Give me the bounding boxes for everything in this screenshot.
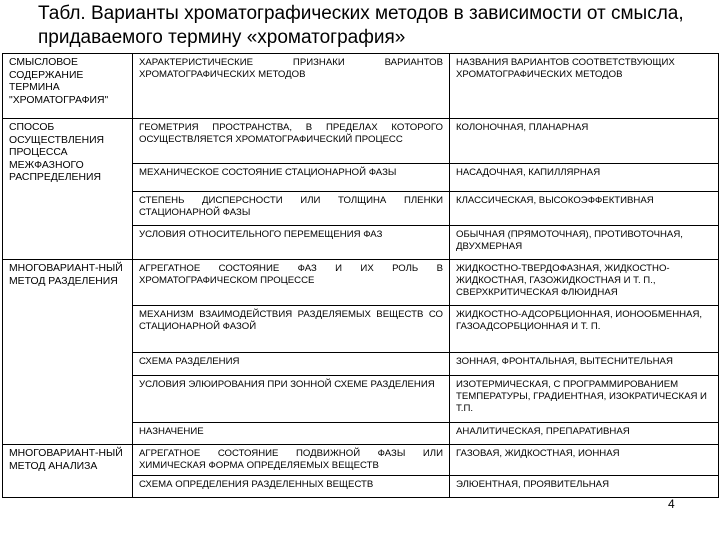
names-cell: КОЛОНОЧНАЯ, ПЛАНАРНАЯ	[450, 119, 719, 164]
feature-cell: НАЗНАЧЕНИЕ	[133, 423, 450, 445]
table-row	[3, 260, 719, 306]
header-row	[3, 54, 719, 119]
names-cell: НАСАДОЧНАЯ, КАПИЛЛЯРНАЯ	[450, 164, 719, 192]
methods-table	[2, 53, 719, 498]
names-cell: ИЗОТЕРМИЧЕСКАЯ, С ПРОГРАММИРОВАНИЕМ ТЕМПЕРАТУРЫ, ГРАДИЕНТНАЯ, ИЗОКРАТИЧЕСКАЯ И Т.П.	[450, 376, 719, 423]
names-cell: АНАЛИТИЧЕСКАЯ, ПРЕПАРАТИВНАЯ	[450, 423, 719, 445]
header-names: НАЗВАНИЯ ВАРИАНТОВ СООТВЕТСТВУЮЩИХ ХРОМАТОГРАФИЧЕСКИХ МЕТОДОВ	[450, 54, 719, 119]
feature-cell: СТЕПЕНЬ ДИСПЕРСНОСТИ ИЛИ ТОЛЩИНА ПЛЕНКИ СТАЦИОНАРНОЙ ФАЗЫ	[133, 192, 450, 226]
names-cell: ЗОННАЯ, ФРОНТАЛЬНАЯ, ВЫТЕСНИТЕЛЬНАЯ	[450, 353, 719, 376]
feature-cell: СХЕМА РАЗДЕЛЕНИЯ	[133, 353, 450, 376]
page-number: 4	[668, 497, 675, 511]
feature-cell: МЕХАНИЗМ ВЗАИМОДЕЙСТВИЯ РАЗДЕЛЯЕМЫХ ВЕЩЕСТВ СО СТАЦИОНАРНОЙ ФАЗОЙ	[133, 306, 450, 353]
feature-cell: ГЕОМЕТРИЯ ПРОСТРАНСТВА, В ПРЕДЕЛАХ КОТОРОГО ОСУЩЕСТВЛЯЕТСЯ ХРОМАТОГРАФИЧЕСКИЙ ПРОЦЕСС	[133, 119, 450, 164]
feature-cell: АГРЕГАТНОЕ СОСТОЯНИЕ ПОДВИЖНОЙ ФАЗЫ ИЛИ ХИМИЧЕСКАЯ ФОРМА ОПРЕДЕЛЯЕМЫХ ВЕЩЕСТВ	[133, 445, 450, 476]
names-cell: ОБЫЧНАЯ (ПРЯМОТОЧНАЯ), ПРОТИВОТОЧНАЯ, ДВУХМЕРНАЯ	[450, 226, 719, 260]
names-cell: ЭЛЮЕНТНАЯ, ПРОЯВИТЕЛЬНАЯ	[450, 476, 719, 498]
names-cell: КЛАССИЧЕСКАЯ, ВЫСОКОЭФФЕКТИВНАЯ	[450, 192, 719, 226]
table-row	[3, 445, 719, 476]
feature-cell: УСЛОВИЯ ОТНОСИТЕЛЬНОГО ПЕРЕМЕЩЕНИЯ ФАЗ	[133, 226, 450, 260]
names-cell: ЖИДКОСТНО-ТВЕРДОФАЗНАЯ, ЖИДКОСТНО-ЖИДКОСТНАЯ, ГАЗОЖИДКОСТНАЯ И Т. П., СВЕРХКРИТИЧЕСКАЯ ФЛЮИДНАЯ	[450, 260, 719, 306]
meaning-cell: МНОГОВАРИАНТ-НЫЙ МЕТОД РАЗДЕЛЕНИЯ	[3, 260, 133, 445]
meaning-cell: СПОСОБ ОСУЩЕСТВЛЕНИЯ ПРОЦЕССА МЕЖФАЗНОГО РАСПРЕДЕЛЕНИЯ	[3, 119, 133, 260]
names-cell: ЖИДКОСТНО-АДСОРБЦИОННАЯ, ИОНООБМЕННАЯ, ГАЗОАДСОРБЦИОННАЯ И Т. П.	[450, 306, 719, 353]
header-features: ХАРАКТЕРИСТИЧЕСКИЕ ПРИЗНАКИ ВАРИАНТОВ ХРОМАТОГРАФИЧЕСКИХ МЕТОДОВ	[133, 54, 450, 119]
table-row	[3, 119, 719, 164]
meaning-cell: МНОГОВАРИАНТ-НЫЙ МЕТОД АНАЛИЗА	[3, 445, 133, 498]
feature-cell: АГРЕГАТНОЕ СОСТОЯНИЕ ФАЗ И ИХ РОЛЬ В ХРОМАТОГРАФИЧЕСКОМ ПРОЦЕССЕ	[133, 260, 450, 306]
page-title: Табл. Варианты хроматографических методов в зависимости от смысла, придаваемого термину «хроматография»	[38, 3, 684, 48]
header-meaning: СМЫСЛОВОЕ СОДЕРЖАНИЕ ТЕРМИНА "ХРОМАТОГРАФИЯ"	[3, 54, 133, 119]
names-cell: ГАЗОВАЯ, ЖИДКОСТНАЯ, ИОННАЯ	[450, 445, 719, 476]
feature-cell: СХЕМА ОПРЕДЕЛЕНИЯ РАЗДЕЛЕННЫХ ВЕЩЕСТВ	[133, 476, 450, 498]
feature-cell: УСЛОВИЯ ЭЛЮИРОВАНИЯ ПРИ ЗОННОЙ СХЕМЕ РАЗДЕЛЕНИЯ	[133, 376, 450, 423]
feature-cell: МЕХАНИЧЕСКОЕ СОСТОЯНИЕ СТАЦИОНАРНОЙ ФАЗЫ	[133, 164, 450, 192]
